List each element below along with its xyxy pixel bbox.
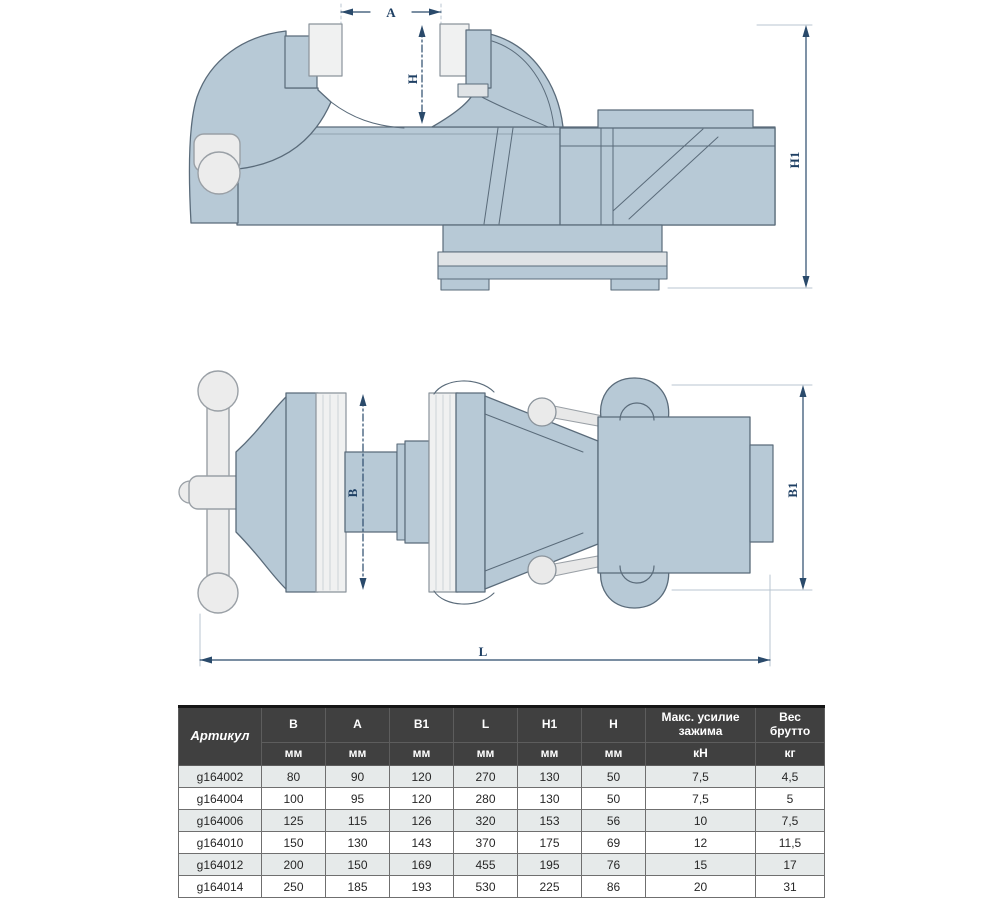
col-header-h1: H1	[518, 707, 582, 743]
rear-body-plan	[598, 417, 750, 573]
value-cell: 95	[326, 788, 390, 810]
article-cell: g164014	[179, 876, 262, 898]
movable-jaw-plate	[316, 393, 346, 592]
spec-table-header	[179, 707, 825, 766]
col-header-b: B	[262, 707, 326, 743]
table-row	[179, 854, 825, 876]
value-cell: 56	[582, 810, 646, 832]
value-cell: 370	[454, 832, 518, 854]
unit-force: кН	[646, 743, 756, 766]
article-cell: g164002	[179, 766, 262, 788]
dim-a	[341, 5, 441, 20]
table-row	[179, 788, 825, 810]
value-cell: 150	[326, 854, 390, 876]
value-cell: 15	[646, 854, 756, 876]
col-header-b1: B1	[390, 707, 454, 743]
value-cell: 130	[326, 832, 390, 854]
rear-step-plan	[750, 445, 773, 542]
value-cell: 7,5	[646, 766, 756, 788]
value-cell: 120	[390, 788, 454, 810]
value-cell: 17	[756, 854, 825, 876]
value-cell: 20	[646, 876, 756, 898]
dim-h1	[787, 25, 810, 288]
dim-h	[405, 25, 426, 124]
rear-top-plate	[598, 110, 753, 129]
front-jaw-insert	[309, 24, 342, 76]
value-cell: 225	[518, 876, 582, 898]
value-cell: 12	[646, 832, 756, 854]
value-cell: 169	[390, 854, 454, 876]
value-cell: 5	[756, 788, 825, 810]
value-cell: 50	[582, 788, 646, 810]
handle-ball-top	[198, 371, 238, 411]
rear-jaw-block	[466, 30, 491, 88]
unit-h: мм	[582, 743, 646, 766]
screw-collar-large	[405, 441, 429, 543]
value-cell: 4,5	[756, 766, 825, 788]
value-cell: 76	[582, 854, 646, 876]
value-cell: 130	[518, 766, 582, 788]
dim-label-b1: B1	[785, 482, 800, 498]
col-header-weight: Вес брутто	[756, 707, 825, 743]
value-cell: 455	[454, 854, 518, 876]
value-cell: 115	[326, 810, 390, 832]
dim-label-b: B	[345, 488, 360, 498]
value-cell: 250	[262, 876, 326, 898]
value-cell: 90	[326, 766, 390, 788]
value-cell: 100	[262, 788, 326, 810]
base-foot-left	[441, 279, 489, 290]
handle-ball-bottom	[198, 573, 238, 613]
clamp-knob-top	[528, 398, 556, 426]
value-cell: 150	[262, 832, 326, 854]
value-cell: 193	[390, 876, 454, 898]
top-view	[179, 371, 812, 666]
value-cell: 11,5	[756, 832, 825, 854]
rear-jaw-step	[458, 84, 488, 97]
article-cell: g164012	[179, 854, 262, 876]
value-cell: 130	[518, 788, 582, 810]
value-cell: 10	[646, 810, 756, 832]
unit-a: мм	[326, 743, 390, 766]
value-cell: 270	[454, 766, 518, 788]
col-header-a: A	[326, 707, 390, 743]
dim-label-l: L	[478, 644, 488, 659]
unit-l: мм	[454, 743, 518, 766]
side-view	[189, 4, 812, 290]
value-cell: 126	[390, 810, 454, 832]
unit-h1: мм	[518, 743, 582, 766]
col-header-l: L	[454, 707, 518, 743]
base-foot-right	[611, 279, 659, 290]
spec-table	[178, 705, 825, 898]
base-stripe	[438, 252, 667, 266]
value-cell: 185	[326, 876, 390, 898]
screw-collar-small	[397, 444, 405, 540]
value-cell: 280	[454, 788, 518, 810]
value-cell: 7,5	[646, 788, 756, 810]
table-row	[179, 832, 825, 854]
clamp-knob-bottom	[528, 556, 556, 584]
table-row	[179, 876, 825, 898]
value-cell: 320	[454, 810, 518, 832]
dim-l	[200, 644, 770, 664]
fixed-jaw-plate	[429, 393, 458, 592]
value-cell: 153	[518, 810, 582, 832]
rear-body	[560, 128, 775, 225]
col-header-article: Артикул	[179, 707, 262, 766]
dim-label-h1: H1	[787, 151, 802, 169]
dim-label-a: A	[386, 5, 396, 20]
value-cell: 69	[582, 832, 646, 854]
handle-ball-end	[198, 152, 240, 194]
col-header-h: H	[582, 707, 646, 743]
base-plate	[438, 266, 667, 279]
col-header-force: Макс. усилие зажима	[646, 707, 756, 743]
movable-jaw-block	[286, 393, 318, 592]
value-cell: 7,5	[756, 810, 825, 832]
value-cell: 120	[390, 766, 454, 788]
value-cell: 50	[582, 766, 646, 788]
value-cell: 80	[262, 766, 326, 788]
value-cell: 143	[390, 832, 454, 854]
dim-b1	[785, 385, 807, 590]
dim-label-h: H	[405, 73, 420, 85]
spec-table-body	[179, 766, 825, 898]
value-cell: 31	[756, 876, 825, 898]
value-cell: 125	[262, 810, 326, 832]
dim-b	[345, 394, 367, 590]
value-cell: 175	[518, 832, 582, 854]
movable-jaw-body	[236, 396, 287, 590]
value-cell: 530	[454, 876, 518, 898]
value-cell: 86	[582, 876, 646, 898]
fixed-jaw-block	[456, 393, 485, 592]
article-cell: g164010	[179, 832, 262, 854]
unit-b: мм	[262, 743, 326, 766]
rear-jaw-insert	[440, 24, 469, 76]
value-cell: 195	[518, 854, 582, 876]
table-row	[179, 766, 825, 788]
unit-b1: мм	[390, 743, 454, 766]
article-cell: g164006	[179, 810, 262, 832]
unit-weight: кг	[756, 743, 825, 766]
article-cell: g164004	[179, 788, 262, 810]
base-block	[443, 225, 662, 252]
table-row	[179, 810, 825, 832]
value-cell: 200	[262, 854, 326, 876]
